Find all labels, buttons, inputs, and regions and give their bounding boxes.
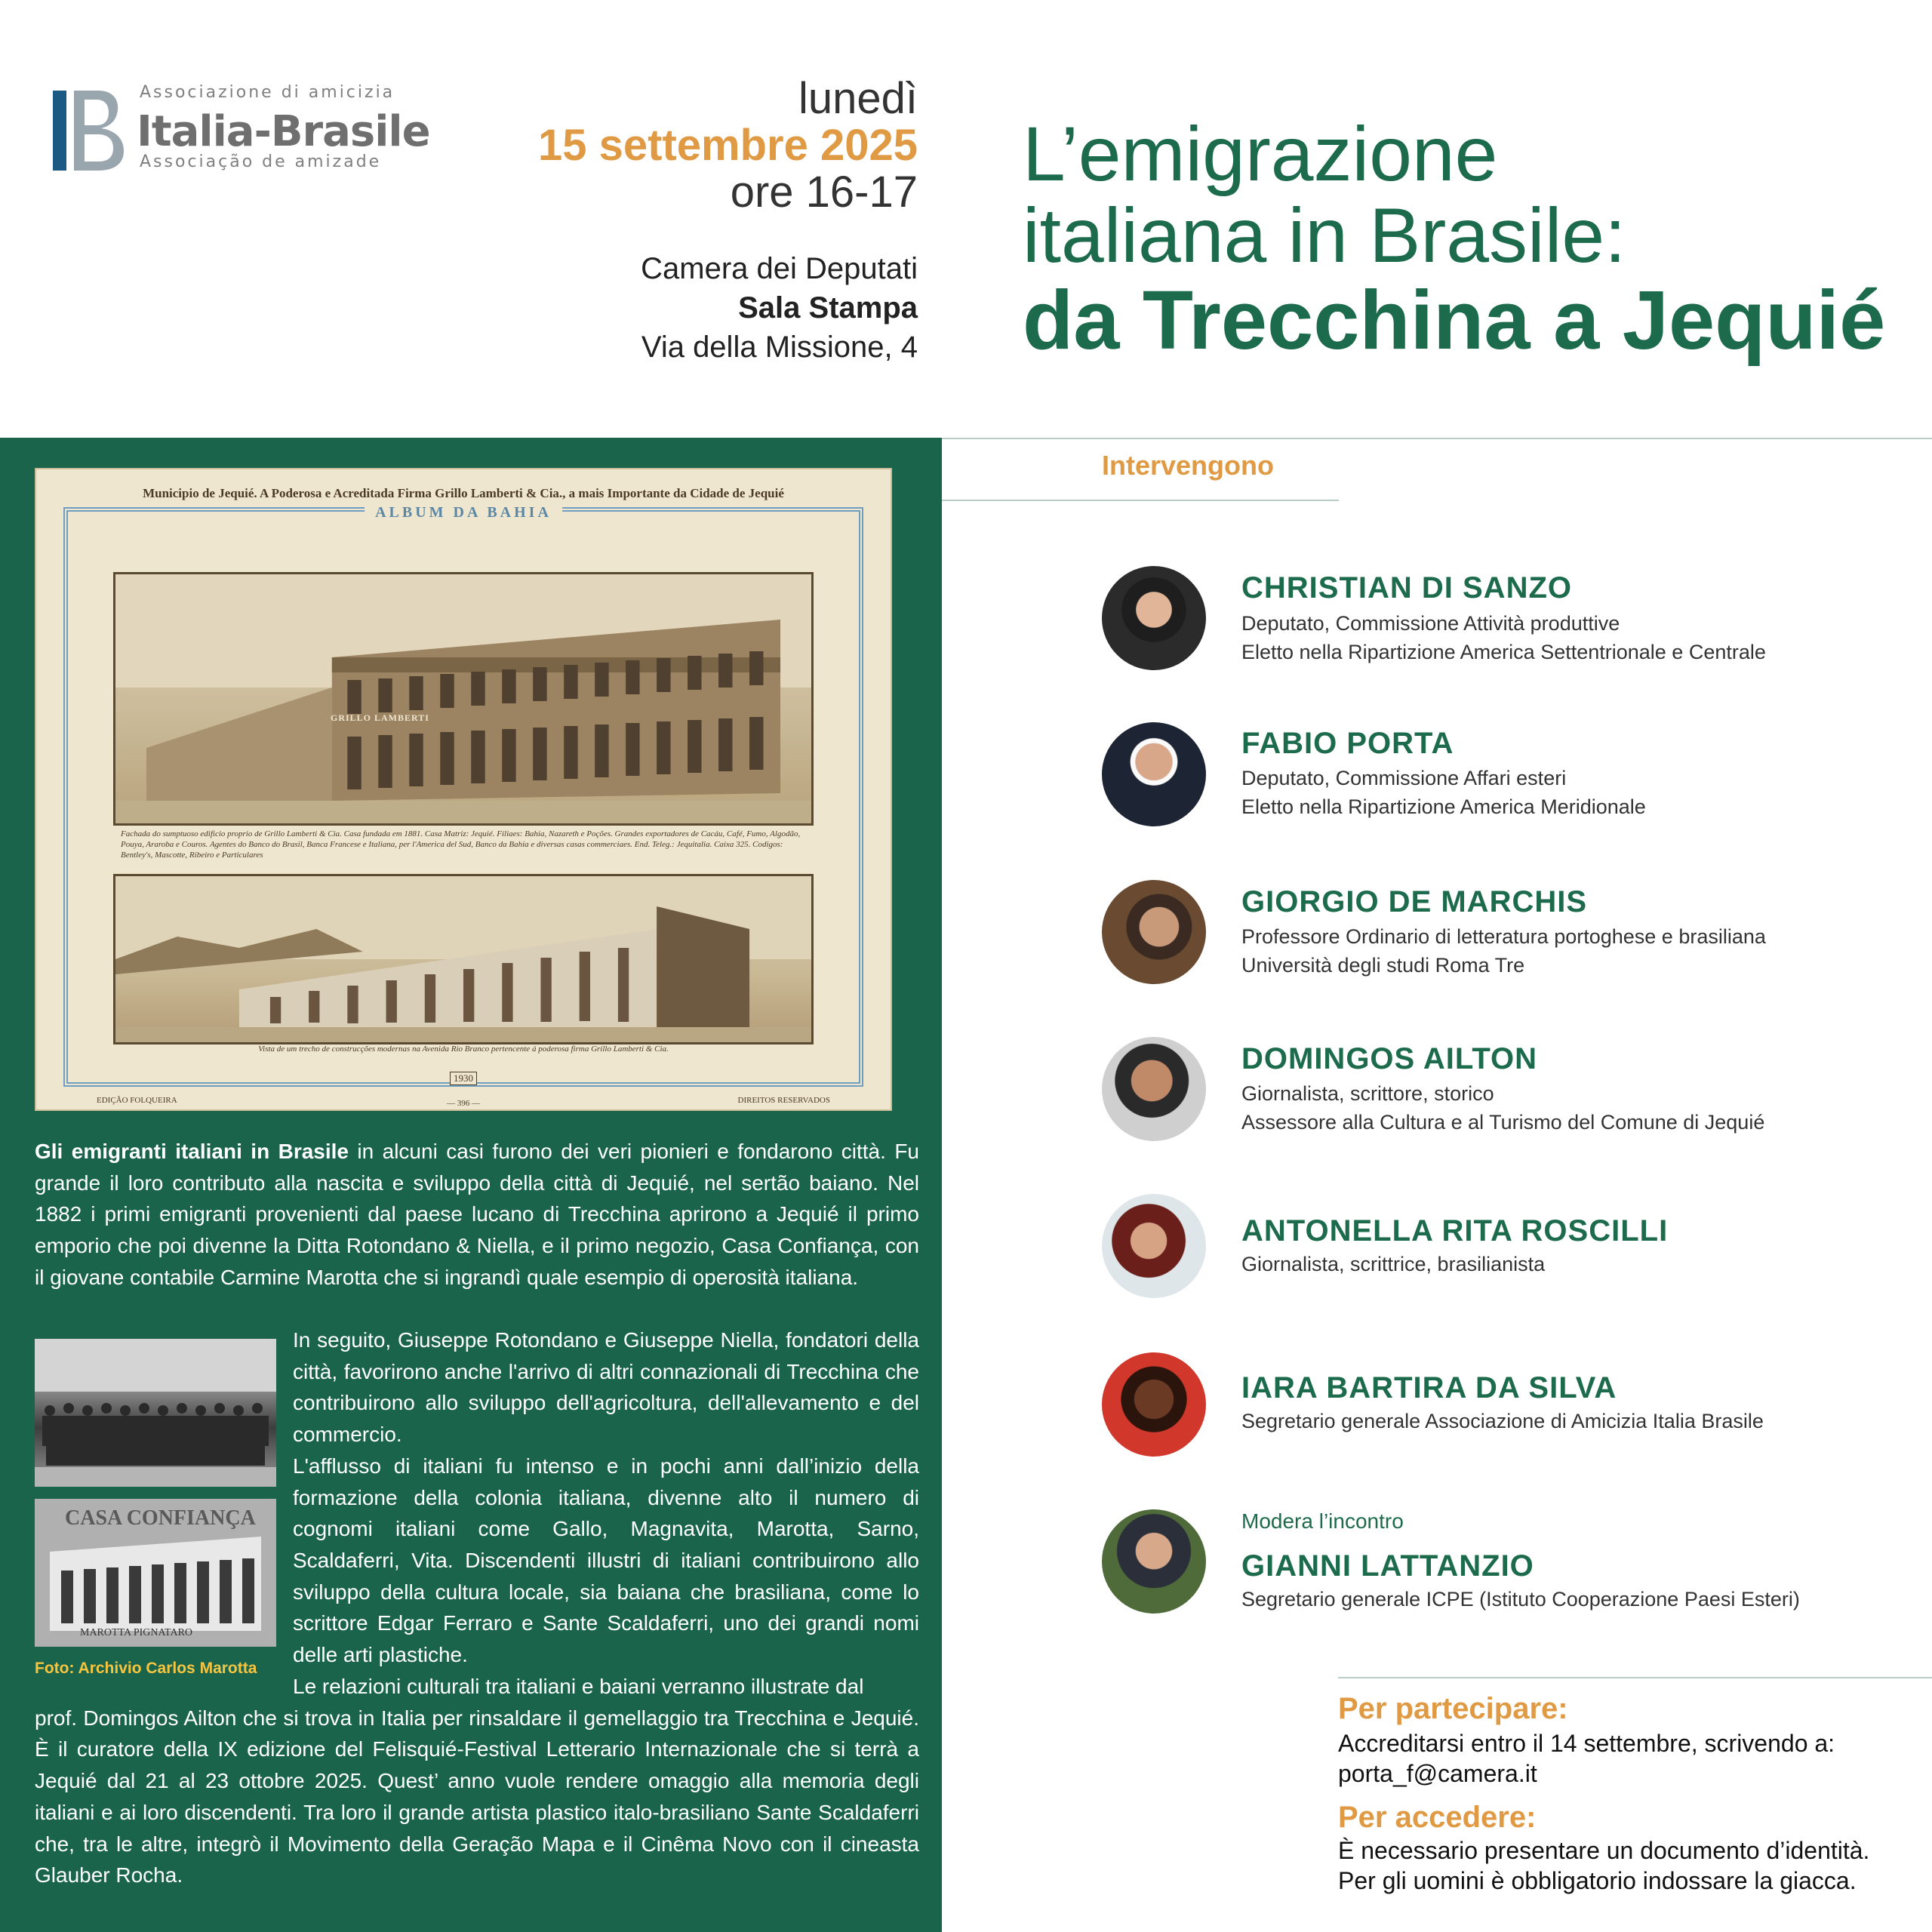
street-drawing bbox=[115, 876, 811, 1042]
speakers-heading: Intervengono bbox=[1102, 450, 1275, 481]
building-photo bbox=[113, 572, 814, 826]
speaker-role: Deputato, Commissione Affari esteri bbox=[1241, 767, 1567, 789]
casa-confianca-photo bbox=[35, 1499, 276, 1647]
speaker-role: Segretario generale Associazione di Amicizia Italia Brasile bbox=[1241, 1410, 1764, 1432]
moderator-role: Segretario generale ICPE (Istituto Cooperazione Paesi Esteri) bbox=[1241, 1588, 1800, 1611]
event-venue: Camera dei Deputati bbox=[641, 252, 918, 285]
album-caption-1: Fachada do sumptuoso edificio proprio de Grillo Lamberti & Cia. Casa fundada em 1881. Casa Matriz: Jequié. Filiaes: Bahia, Nazareth e Poções. Grandes exportadores de Cacáu, Café, Fumo, Algodão, Pouya, Araroba e Couros. Agentes do Banco do Brasil, Banca Francese e Italiana, per l'America del Sud, Banco da Bahia e diversas casas commerciaes. End. Teleg.: Jequitalia. Caixa 325. Codigos: Bentley's, Mascotte, Ribeiro e Particulares bbox=[121, 829, 801, 860]
story-paragraph-1-text: in alcuni casi furono dei veri pionieri e fondarono città. Fu grande il loro contributo alla nascita e sviluppo della città di Jequié, nel sertão baiano. Nel 1882 i primi emigranti provenienti dal paese lucano di Trecchina aprirono a Jequié il primo emporio che poi divenne la Ditta Rotondano & Niella, e il primo negozio, Casa Confiança, con il giovane contabile Carmine Marotta che si ingrandì quale esempio di operosità italiana. bbox=[35, 1140, 919, 1289]
speaker-role: Deputato, Commissione Attività produttive bbox=[1241, 612, 1620, 635]
speaker-photo-christian-di-sanzo bbox=[1102, 566, 1206, 670]
story-paragraph-4 bbox=[35, 1671, 919, 1891]
moderator-label: Modera l’incontro bbox=[1241, 1509, 1404, 1533]
info-divider bbox=[1338, 1677, 1932, 1678]
moderator-name: GIANNI LATTANZIO bbox=[1241, 1549, 1534, 1583]
story-paragraph-2-text: In seguito, Giuseppe Rotondano e Giuseppe Niella, fondatori della città, favorirono anche l'arrivo di altri connazionali di Trecchina che contribuirono allo sviluppo dell'agricoltura, dell'allevamento e del commercio. bbox=[293, 1328, 919, 1447]
speaker-name: GIORGIO DE MARCHIS bbox=[1241, 885, 1588, 918]
story-paragraph-4-first-line: Le relazioni culturali tra italiani e baiani verranno illustrate dal bbox=[293, 1675, 864, 1698]
story-paragraph-3-text: L'afflusso di italiani fu intenso e in pochi anni dall’inizio della formazione della colonia italiana, divenne alto il numero di cognomi italiani come Gallo, Magnavita, Marotta, Sarno, Scaldaferri, Vita. Discendenti illustri di italiani contribuirono allo sviluppo della cultura locale, sia baiana che brasiliana, come lo scrittore Edgar Ferraro e Sante Scaldaferri, uno dei grandi nomi delle arti plastiche. bbox=[293, 1454, 919, 1667]
participate-email-link[interactable]: porta_f@camera.it bbox=[1338, 1760, 1537, 1787]
album-header: Municipio de Jequié. A Poderosa e Acreditada Firma Grillo Lamberti & Cia., a mais Importante da Cidade de Jequié bbox=[143, 486, 784, 500]
album-da-bahia-image bbox=[35, 468, 892, 1111]
album-year: 1930 bbox=[450, 1072, 477, 1085]
speaker-role: Università degli studi Roma Tre bbox=[1241, 954, 1525, 977]
participate-title: Per partecipare: bbox=[1338, 1692, 1568, 1725]
speaker-role: Giornalista, scrittrice, brasilianista bbox=[1241, 1253, 1546, 1275]
event-date-block bbox=[538, 75, 918, 216]
access-title: Per accedere: bbox=[1338, 1801, 1537, 1834]
story-paragraph-4-text: prof. Domingos Ailton che si trova in Italia per rinsaldare il gemellaggio tra Trecchina e Jequié. È il curatore della IX edizione del Felisquié-Festival Letterario Internazionale che si terrà a Jequié dal 21 al 23 ottobre 2025. Quest’ anno vuole rendere omaggio alla memoria degli italiani e ai loro discendenti. Tra loro il grande artista plastico italo-brasiliano Sante Scaldaferri che, tra le altre, integrò il Movimento della Geração Mapa e il Cinêma Novo con il cineasta Glauber Rocha. bbox=[35, 1706, 919, 1887]
event-address: Via della Missione, 4 bbox=[641, 331, 918, 364]
album-foot-left: EDIÇÃO FOLQUEIRA bbox=[97, 1096, 177, 1105]
speaker-name: IARA BARTIRA DA SILVA bbox=[1241, 1371, 1617, 1404]
event-time: ore 16-17 bbox=[730, 168, 918, 217]
album-frame bbox=[63, 504, 863, 1087]
album-foot-right: DIREITOS RESERVADOS bbox=[737, 1096, 830, 1105]
event-venue-block bbox=[641, 249, 918, 367]
emigrants-group-photo bbox=[35, 1339, 276, 1487]
speaker-name: DOMINGOS AILTON bbox=[1241, 1042, 1538, 1075]
story-paragraph-1 bbox=[35, 1136, 919, 1294]
album-page-number: — 396 — bbox=[447, 1099, 480, 1108]
street-photo bbox=[113, 874, 814, 1044]
speaker-photo-antonella-rita-roscilli bbox=[1102, 1194, 1206, 1298]
speakers-heading-underline bbox=[942, 500, 1339, 501]
logo-line-3: Associação de amizade bbox=[140, 152, 382, 171]
speaker-role: Eletto nella Ripartizione America Settentrionale e Centrale bbox=[1241, 641, 1766, 663]
association-logo bbox=[51, 83, 430, 174]
page-title bbox=[1023, 113, 1885, 365]
ib-monogram-icon bbox=[51, 89, 127, 174]
title-line-1: L’emigrazione bbox=[1023, 111, 1498, 197]
speaker-name: FABIO PORTA bbox=[1241, 727, 1454, 760]
title-line-3: da Trecchina a Jequié bbox=[1023, 274, 1886, 367]
event-date: 15 settembre 2025 bbox=[538, 121, 918, 170]
photo-credit: Foto: Archivio Carlos Marotta bbox=[35, 1660, 257, 1677]
logo-line-2: Italia-Brasile bbox=[137, 107, 430, 156]
group-photo-drawing bbox=[35, 1339, 276, 1487]
speaker-photo-domingos-ailton bbox=[1102, 1037, 1206, 1141]
access-dress-code: Per gli uomini è obbligatorio indossare la giacca. bbox=[1338, 1867, 1857, 1894]
speaker-photo-fabio-porta bbox=[1102, 722, 1206, 826]
building-sign: GRILLO LAMBERTI bbox=[331, 712, 429, 723]
event-room: Sala Stampa bbox=[738, 291, 918, 325]
event-day: lunedì bbox=[798, 74, 918, 123]
speaker-photo-iara-bartira-da-silva bbox=[1102, 1352, 1206, 1457]
speaker-role: Eletto nella Ripartizione America Meridionale bbox=[1241, 795, 1646, 818]
speaker-name: ANTONELLA RITA ROSCILLI bbox=[1241, 1214, 1669, 1247]
speaker-role: Assessore alla Cultura e al Turismo del Comune di Jequié bbox=[1241, 1111, 1765, 1134]
speaker-role: Giornalista, scrittore, storico bbox=[1241, 1082, 1494, 1105]
album-caption-2: Vista de um trecho de construcções modernas na Avenida Rio Branco pertencente á poderosa firma Grillo Lamberti & Cia. bbox=[258, 1044, 669, 1054]
speaker-role: Professore Ordinario di letteratura portoghese e brasiliana bbox=[1241, 925, 1766, 948]
moderator-photo-gianni-lattanzio bbox=[1102, 1509, 1206, 1614]
title-line-2: italiana in Brasile: bbox=[1023, 192, 1626, 278]
building-drawing bbox=[115, 574, 811, 823]
album-band: ALBUM DA BAHIA bbox=[365, 504, 562, 521]
casa-confianca-sign: CASA CONFIANÇA bbox=[65, 1506, 256, 1530]
top-divider bbox=[942, 438, 1932, 439]
story-paragraph-2 bbox=[293, 1324, 919, 1671]
story-lead: Gli emigranti italiani in Brasile bbox=[35, 1140, 349, 1163]
participate-instructions: Accreditarsi entro il 14 settembre, scrivendo a: bbox=[1338, 1730, 1835, 1757]
logo-line-1: Associazione di amicizia bbox=[140, 83, 395, 102]
access-id-requirement: È necessario presentare un documento d’identità. bbox=[1338, 1837, 1870, 1864]
speaker-name: CHRISTIAN DI SANZO bbox=[1241, 571, 1572, 605]
marotta-sign: MAROTTA PIGNATARO bbox=[80, 1627, 193, 1638]
speaker-photo-giorgio-de-marchis bbox=[1102, 880, 1206, 984]
